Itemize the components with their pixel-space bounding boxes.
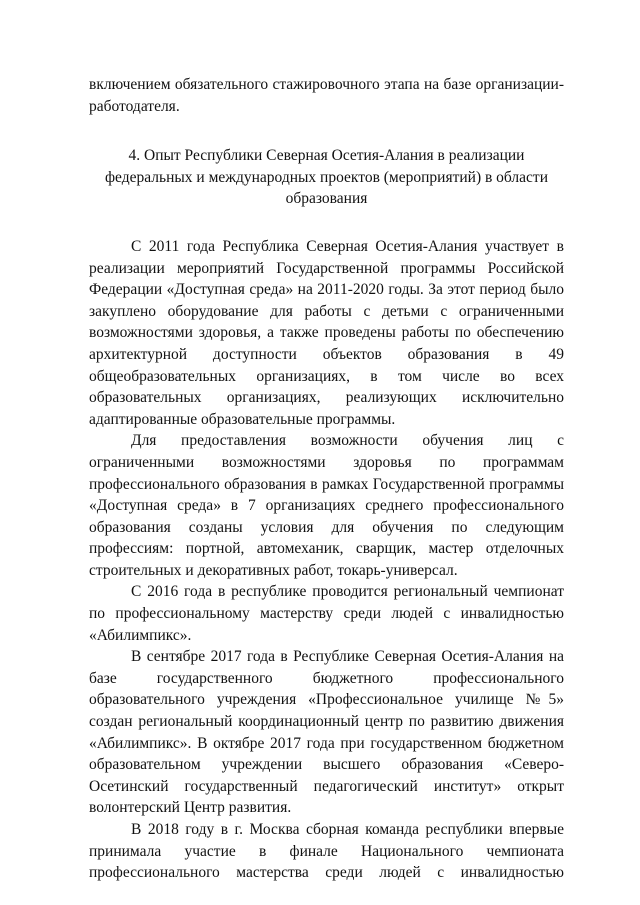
lead-paragraph: включением обязательного стажировочного этапа на базе организации-работодателя. xyxy=(89,76,564,115)
paragraph-national-final: В 2018 году в г. Москва сборная команда республики впервые принимала участие в финале Национального чемпионата профессионального мастерства среди людей с инвалидностью xyxy=(89,821,564,882)
document-page xyxy=(89,74,564,884)
section-heading: 4. Опыт Республики Северная Осетия-Алания в реализации федеральных и международных проектов (мероприятий) в области образования xyxy=(105,147,548,208)
paragraph-vocational-training: Для предоставления возможности обучения лиц с ограниченными возможностями здоровья по программам профессионального образования в рамках Государственной программы «Доступная среда» в 7 организациях среднего профессионального образования созданы условия для обучения по следующим профессиям: портной, автомеханик, сварщик, мастер отделочных строительных и декоративных работ, токарь-универсал. xyxy=(89,432,564,579)
paragraph-regional-championship: С 2016 года в республике проводится региональный чемпионат по профессиональному мастерству среди людей с инвалидностью «Абилимпикс». xyxy=(89,583,564,644)
paragraph-accessible-environment: С 2011 года Республика Северная Осетия-Алания участвует в реализации мероприятий Государственной программы Российской Федерации «Доступная среда» на 2011-2020 годы. За этот период было закуплено оборудование для работы с детьми с ограниченными возможностями здоровья, а также проведены работы по обеспечению архитектурной доступности объектов образования в 49 общеобразовательных организациях, в том числе во всех образовательных организациях, реализующих исключительно адаптированные образовательные программы. xyxy=(89,237,564,428)
paragraph-coordination-center: В сентябре 2017 года в Республике Северная Осетия-Алания на базе государственного бюджетного профессионального образовательного учреждения «Профессиональное училище №5» создан региональный координационный центр по развитию движения «Абилимпикс». В октябре 2017 года при государственном бюджетном образовательном учреждении высшего образования «Северо-Осетинский государственный педагогический институт» открыт волонтерский Центр развития. xyxy=(89,648,564,817)
